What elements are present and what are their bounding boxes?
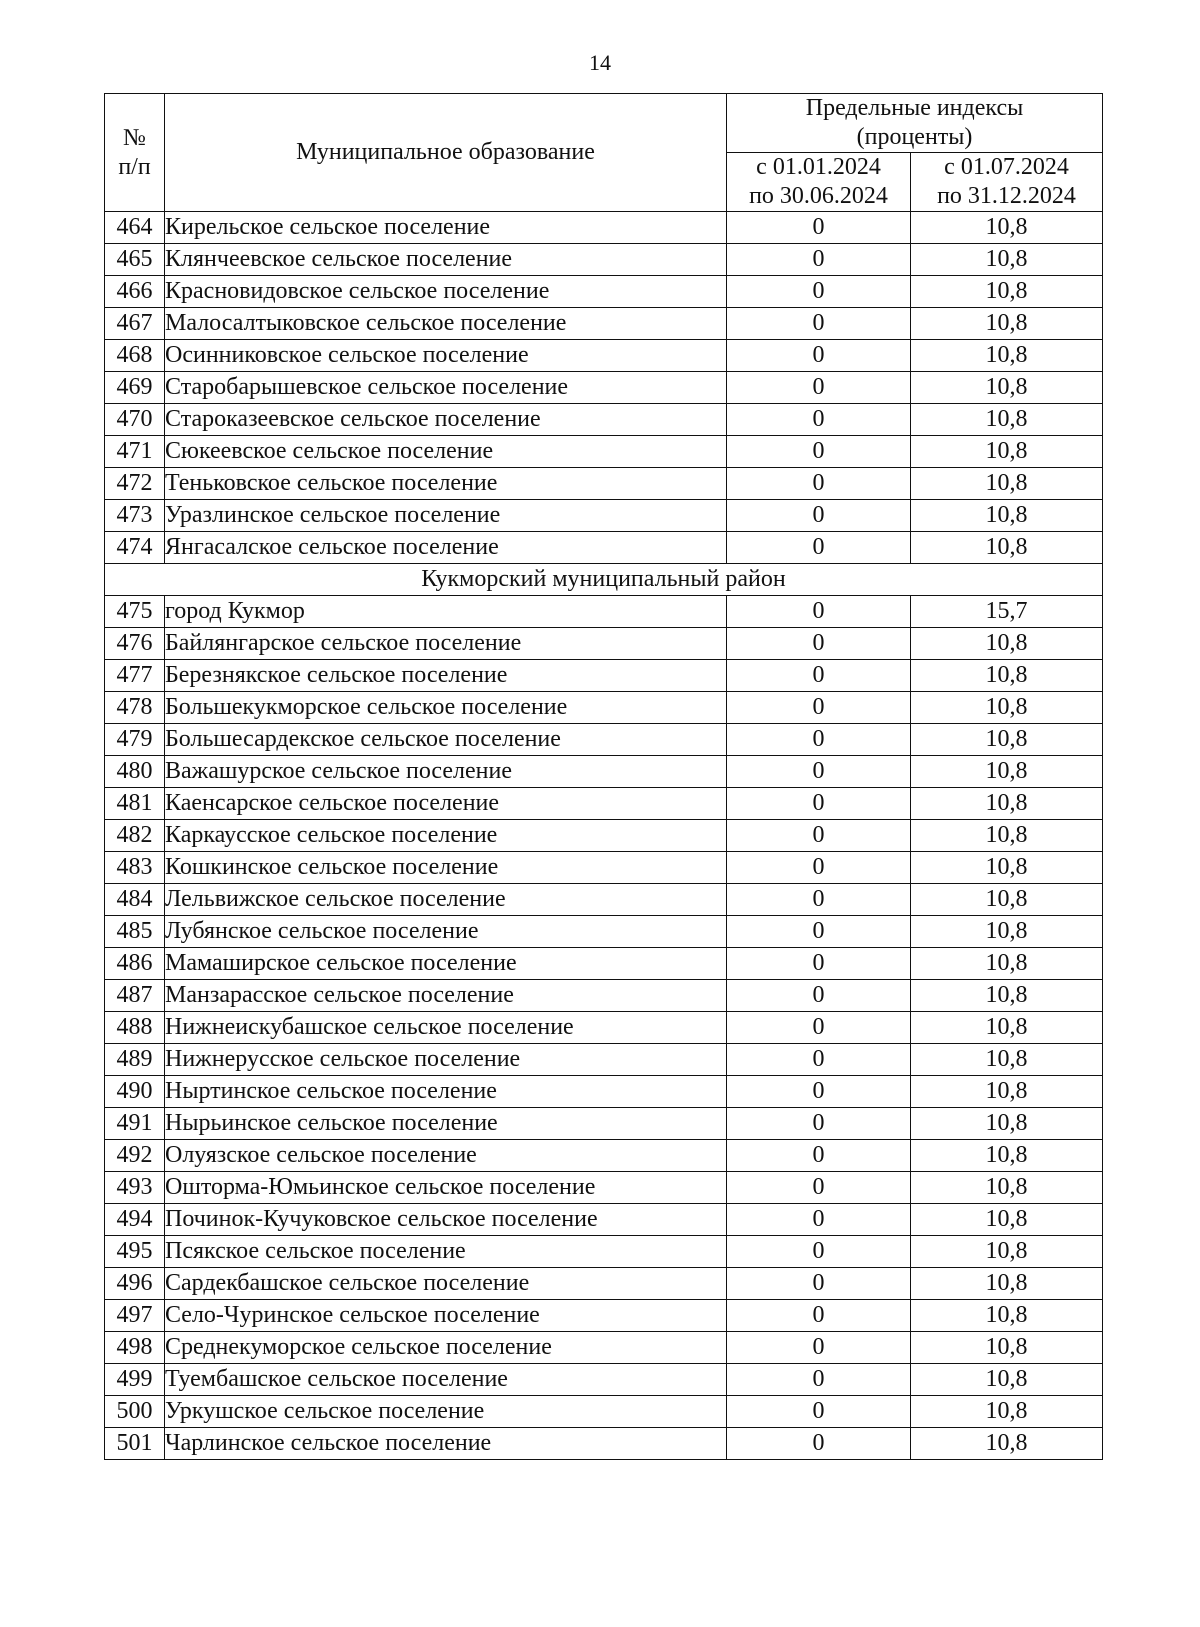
row-municipality: Нижнерусское сельское поселение [165,1044,727,1076]
row-municipality: Уркушское сельское поселение [165,1396,727,1428]
row-municipality: Янгасалское сельское поселение [165,532,727,564]
header-number-line1: № [123,124,146,151]
row-number: 473 [105,500,165,532]
row-index-period-1: 0 [727,1364,911,1396]
table-row [105,1044,1103,1076]
row-number: 486 [105,948,165,980]
row-number: 484 [105,884,165,916]
row-number: 475 [105,596,165,628]
row-number: 496 [105,1268,165,1300]
row-index-period-2: 10,8 [911,1172,1103,1204]
row-number: 479 [105,724,165,756]
row-index-period-1: 0 [727,468,911,500]
row-municipality: Починок-Кучуковское сельское поселение [165,1204,727,1236]
row-municipality: Сардекбашское сельское поселение [165,1268,727,1300]
row-index-period-1: 0 [727,340,911,372]
row-number: 466 [105,276,165,308]
row-index-period-2: 15,7 [911,596,1103,628]
row-index-period-1: 0 [727,404,911,436]
table-row [105,1428,1103,1460]
row-municipality: Псякское сельское поселение [165,1236,727,1268]
row-municipality: Нижнеискубашское сельское поселение [165,1012,727,1044]
row-number: 495 [105,1236,165,1268]
row-index-period-2: 10,8 [911,1428,1103,1460]
row-index-period-2: 10,8 [911,276,1103,308]
row-index-period-2: 10,8 [911,308,1103,340]
table-row [105,308,1103,340]
row-number: 474 [105,532,165,564]
header-period-1-line2: по 30.06.2024 [749,183,888,209]
row-municipality: Красновидовское сельское поселение [165,276,727,308]
row-municipality: Сюкеевское сельское поселение [165,436,727,468]
row-index-period-2: 10,8 [911,500,1103,532]
indices-table [104,93,1103,1460]
row-index-period-1: 0 [727,1428,911,1460]
row-municipality: Большекукморское сельское поселение [165,692,727,724]
row-index-period-1: 0 [727,1396,911,1428]
row-index-period-2: 10,8 [911,692,1103,724]
row-municipality: Лубянское сельское поселение [165,916,727,948]
row-number: 465 [105,244,165,276]
row-index-period-1: 0 [727,596,911,628]
table-row [105,404,1103,436]
table-row [105,788,1103,820]
row-index-period-2: 10,8 [911,1044,1103,1076]
table-row [105,276,1103,308]
row-index-period-1: 0 [727,1204,911,1236]
row-index-period-1: 0 [727,500,911,532]
table-row [105,724,1103,756]
table-row [105,1172,1103,1204]
row-index-period-1: 0 [727,532,911,564]
table-row [105,1236,1103,1268]
row-index-period-1: 0 [727,692,911,724]
table-row [105,1076,1103,1108]
row-municipality: Теньковское сельское поселение [165,468,727,500]
row-municipality: Байлянгарское сельское поселение [165,628,727,660]
table-row [105,1364,1103,1396]
table-body-top [105,212,1103,564]
table-row [105,340,1103,372]
row-index-period-1: 0 [727,660,911,692]
row-municipality: Большесардекское сельское поселение [165,724,727,756]
row-index-period-2: 10,8 [911,1300,1103,1332]
row-index-period-2: 10,8 [911,724,1103,756]
header-index-group-line2: (проценты) [856,124,973,150]
row-municipality: Манзарасское сельское поселение [165,980,727,1012]
header-period-2 [911,153,1103,212]
row-index-period-1: 0 [727,1012,911,1044]
row-number: 490 [105,1076,165,1108]
row-number: 480 [105,756,165,788]
row-index-period-1: 0 [727,1108,911,1140]
row-index-period-2: 10,8 [911,340,1103,372]
row-number: 469 [105,372,165,404]
header-period-2-line2: по 31.12.2024 [937,183,1076,209]
row-index-period-1: 0 [727,1300,911,1332]
row-municipality: Каенсарское сельское поселение [165,788,727,820]
row-municipality: Староказеевское сельское поселение [165,404,727,436]
row-municipality: Нырьинское сельское поселение [165,1108,727,1140]
row-index-period-2: 10,8 [911,756,1103,788]
row-number: 476 [105,628,165,660]
row-municipality: Ошторма-Юмьинское сельское поселение [165,1172,727,1204]
table-row [105,1332,1103,1364]
row-index-period-2: 10,8 [911,628,1103,660]
row-number: 491 [105,1108,165,1140]
row-municipality: Старобарышевское сельское поселение [165,372,727,404]
table-row [105,1396,1103,1428]
row-number: 500 [105,1396,165,1428]
row-number: 481 [105,788,165,820]
row-number: 468 [105,340,165,372]
row-number: 477 [105,660,165,692]
row-index-period-1: 0 [727,1044,911,1076]
row-municipality: Село-Чуринское сельское поселение [165,1300,727,1332]
table-row [105,660,1103,692]
row-index-period-2: 10,8 [911,820,1103,852]
row-index-period-1: 0 [727,884,911,916]
row-municipality: Важашурское сельское поселение [165,756,727,788]
row-index-period-2: 10,8 [911,1364,1103,1396]
row-index-period-2: 10,8 [911,1204,1103,1236]
row-index-period-1: 0 [727,756,911,788]
table-row [105,948,1103,980]
row-municipality: Кошкинское сельское поселение [165,852,727,884]
table-row [105,532,1103,564]
row-number: 464 [105,212,165,244]
table-row [105,884,1103,916]
row-municipality: Среднекуморское сельское поселение [165,1332,727,1364]
row-index-period-1: 0 [727,308,911,340]
page-number: 14 [589,50,611,75]
row-number: 497 [105,1300,165,1332]
row-municipality: Каркаусское сельское поселение [165,820,727,852]
row-number: 471 [105,436,165,468]
row-index-period-2: 10,8 [911,1108,1103,1140]
table-row [105,756,1103,788]
row-index-period-1: 0 [727,1076,911,1108]
row-number: 493 [105,1172,165,1204]
row-municipality: Осинниковское сельское поселение [165,340,727,372]
row-municipality: Туембашское сельское поселение [165,1364,727,1396]
row-index-period-2: 10,8 [911,852,1103,884]
table-row [105,244,1103,276]
row-number: 483 [105,852,165,884]
row-index-period-1: 0 [727,436,911,468]
row-number: 487 [105,980,165,1012]
table-row [105,1268,1103,1300]
row-municipality: Уразлинское сельское поселение [165,500,727,532]
table-row [105,1204,1103,1236]
row-index-period-2: 10,8 [911,1140,1103,1172]
row-index-period-1: 0 [727,372,911,404]
table-row [105,1300,1103,1332]
header-period-1 [727,153,911,212]
row-number: 472 [105,468,165,500]
row-number: 482 [105,820,165,852]
row-number: 488 [105,1012,165,1044]
section-row-group [105,564,1103,596]
row-index-period-2: 10,8 [911,1396,1103,1428]
row-number: 499 [105,1364,165,1396]
row-index-period-1: 0 [727,852,911,884]
row-municipality: Олуязское сельское поселение [165,1140,727,1172]
row-municipality: Кирельское сельское поселение [165,212,727,244]
table-row [105,1012,1103,1044]
section-row [105,564,1103,596]
table-row [105,916,1103,948]
row-municipality: город Кукмор [165,596,727,628]
row-index-period-1: 0 [727,1172,911,1204]
table-row [105,1140,1103,1172]
row-index-period-1: 0 [727,628,911,660]
row-index-period-2: 10,8 [911,788,1103,820]
table-row [105,372,1103,404]
row-index-period-1: 0 [727,276,911,308]
row-index-period-1: 0 [727,948,911,980]
header-index-group [727,94,1103,153]
row-index-period-2: 10,8 [911,1268,1103,1300]
row-number: 485 [105,916,165,948]
row-municipality: Березнякское сельское поселение [165,660,727,692]
row-index-period-2: 10,8 [911,468,1103,500]
row-index-period-1: 0 [727,916,911,948]
header-number [105,94,165,212]
row-municipality: Клянчеевское сельское поселение [165,244,727,276]
row-index-period-1: 0 [727,788,911,820]
row-index-period-2: 10,8 [911,1236,1103,1268]
row-number: 492 [105,1140,165,1172]
row-index-period-2: 10,8 [911,404,1103,436]
row-municipality: Лельвижское сельское поселение [165,884,727,916]
row-index-period-1: 0 [727,724,911,756]
row-number: 494 [105,1204,165,1236]
row-index-period-2: 10,8 [911,1076,1103,1108]
row-index-period-2: 10,8 [911,916,1103,948]
row-index-period-2: 10,8 [911,1332,1103,1364]
row-number: 470 [105,404,165,436]
row-index-period-2: 10,8 [911,1012,1103,1044]
table-row [105,980,1103,1012]
row-number: 498 [105,1332,165,1364]
header-period-2-line1: с 01.07.2024 [944,154,1069,180]
row-number: 467 [105,308,165,340]
table-row [105,1108,1103,1140]
row-index-period-1: 0 [727,1140,911,1172]
row-index-period-2: 10,8 [911,436,1103,468]
row-index-period-2: 10,8 [911,212,1103,244]
row-index-period-2: 10,8 [911,660,1103,692]
row-index-period-1: 0 [727,1236,911,1268]
row-index-period-1: 0 [727,244,911,276]
table-row [105,820,1103,852]
row-municipality: Ныртинское сельское поселение [165,1076,727,1108]
row-municipality: Малосалтыковское сельское поселение [165,308,727,340]
row-index-period-1: 0 [727,212,911,244]
row-number: 501 [105,1428,165,1460]
table-row [105,596,1103,628]
row-index-period-2: 10,8 [911,532,1103,564]
table-header [105,94,1103,212]
table-body-bottom [105,596,1103,1460]
header-index-group-line1: Предельные индексы [805,95,1024,121]
table-row [105,212,1103,244]
table-row [105,500,1103,532]
section-title: Кукморский муниципальный район [105,564,1103,596]
row-index-period-2: 10,8 [911,980,1103,1012]
table-row [105,468,1103,500]
row-index-period-2: 10,8 [911,884,1103,916]
table-row [105,692,1103,724]
table-row [105,628,1103,660]
row-index-period-1: 0 [727,1332,911,1364]
row-index-period-1: 0 [727,820,911,852]
row-index-period-2: 10,8 [911,372,1103,404]
row-municipality: Мамаширское сельское поселение [165,948,727,980]
header-period-1-line1: с 01.01.2024 [756,154,881,180]
table-row [105,852,1103,884]
header-number-line2: п/п [118,153,151,180]
row-index-period-2: 10,8 [911,948,1103,980]
row-number: 489 [105,1044,165,1076]
row-index-period-1: 0 [727,980,911,1012]
row-index-period-2: 10,8 [911,244,1103,276]
table-row [105,436,1103,468]
row-number: 478 [105,692,165,724]
row-municipality: Чарлинское сельское поселение [165,1428,727,1460]
row-index-period-1: 0 [727,1268,911,1300]
header-municipality: Муниципальное образование [165,94,727,212]
